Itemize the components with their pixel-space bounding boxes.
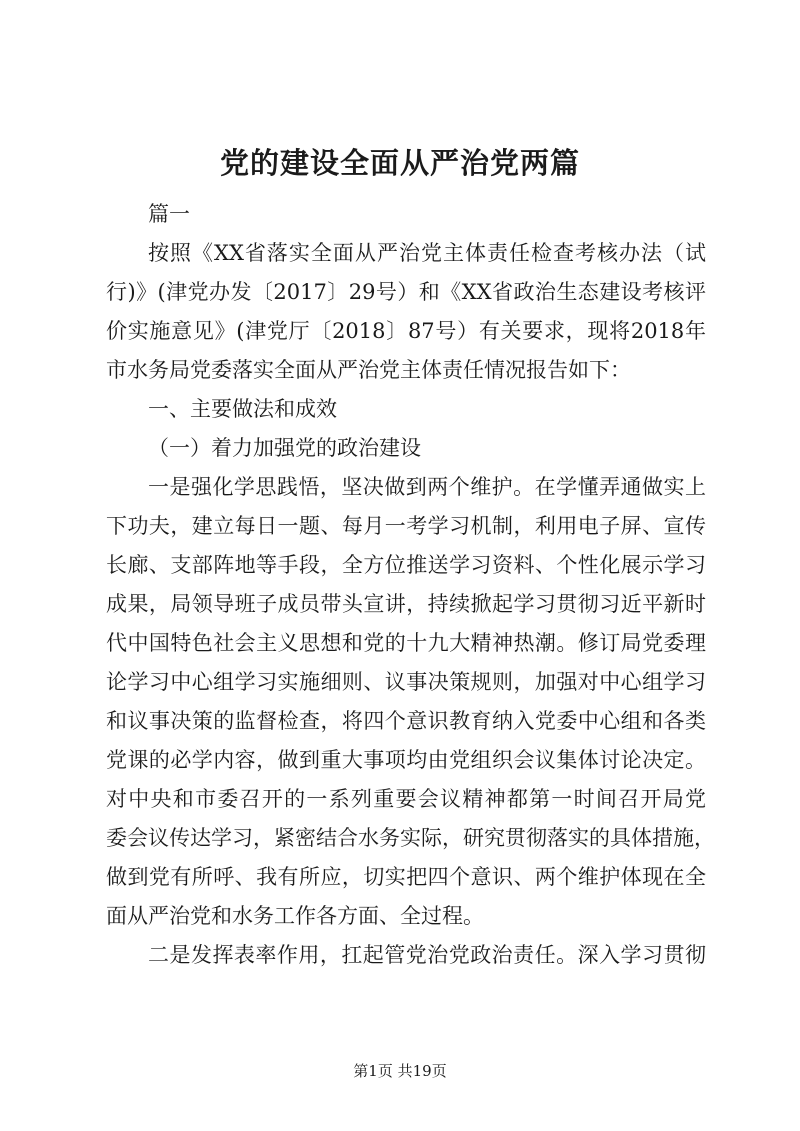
paragraph-line: 党课的必学内容，做到重大事项均由党组织会议集体讨论决定。 xyxy=(106,748,706,772)
paragraph-line: 论学习中心组学习实施细则、议事决策规则，加强对中心组学习 xyxy=(106,670,706,694)
page-footer xyxy=(0,1060,800,1081)
paragraph-line: 行)》(津党办发〔2017〕29号）和《XX省政治生态建设考核评 xyxy=(106,280,706,304)
paragraph-line: 成果，局领导班子成员带头宣讲，持续掀起学习贯彻习近平新时 xyxy=(106,592,706,616)
paragraph-line: 市水务局党委落实全面从严治党主体责任情况报告如下： xyxy=(106,358,631,382)
paragraph-line: 和议事决策的监督检查，将四个意识教育纳入党委中心组和各类 xyxy=(106,709,706,733)
document-body xyxy=(106,195,715,975)
paragraph-line: 价实施意见》(津党厅〔2018〕87号）有关要求，现将2018年 xyxy=(106,319,706,343)
sub-heading xyxy=(106,429,706,468)
paragraph-line: 一是强化学思践悟，坚决做到两个维护。在学懂弄通做实上 xyxy=(148,475,706,499)
sub-heading-text: （一）着力加强党的政治建设 xyxy=(148,436,421,460)
paragraph-line: 代中国特色社会主义思想和党的十九大精神热潮。修订局党委理 xyxy=(106,631,706,655)
subheading-part-one xyxy=(106,195,706,234)
subheading-text: 篇一 xyxy=(148,202,190,226)
paragraph-two xyxy=(106,936,706,975)
paragraph-line: 下功夫，建立每日一题、每月一考学习机制，利用电子屏、宣传 xyxy=(106,514,706,538)
section-heading-text: 一、主要做法和成效 xyxy=(148,397,337,421)
document-title: 党的建设全面从严治党两篇 xyxy=(219,146,580,180)
paragraph-line: 长廊、支部阵地等手段，全方位推送学习资料、个性化展示学习 xyxy=(106,553,706,577)
intro-paragraph xyxy=(106,234,706,390)
paragraph-line: 二是发挥表率作用，扛起管党治党政治责任。深入学习贯彻 xyxy=(148,943,706,967)
page-number-label: 第1页 共19页 xyxy=(353,1062,447,1080)
paragraph-line: 做到党有所呼、我有所应，切实把四个意识、两个维护体现在全 xyxy=(106,865,706,889)
paragraph-one xyxy=(106,468,715,936)
paragraph-line: 面从严治党和水务工作各方面、全过程。 xyxy=(106,904,484,928)
paragraph-line: 按照《XX省落实全面从严治党主体责任检查考核办法（试 xyxy=(148,241,706,265)
paragraph-line: 委会议传达学习，紧密结合水务实际，研究贯彻落实的具体措施， xyxy=(106,826,715,850)
paragraph-line: 对中央和市委召开的一系列重要会议精神都第一时间召开局党 xyxy=(106,787,706,811)
section-heading xyxy=(106,390,706,429)
